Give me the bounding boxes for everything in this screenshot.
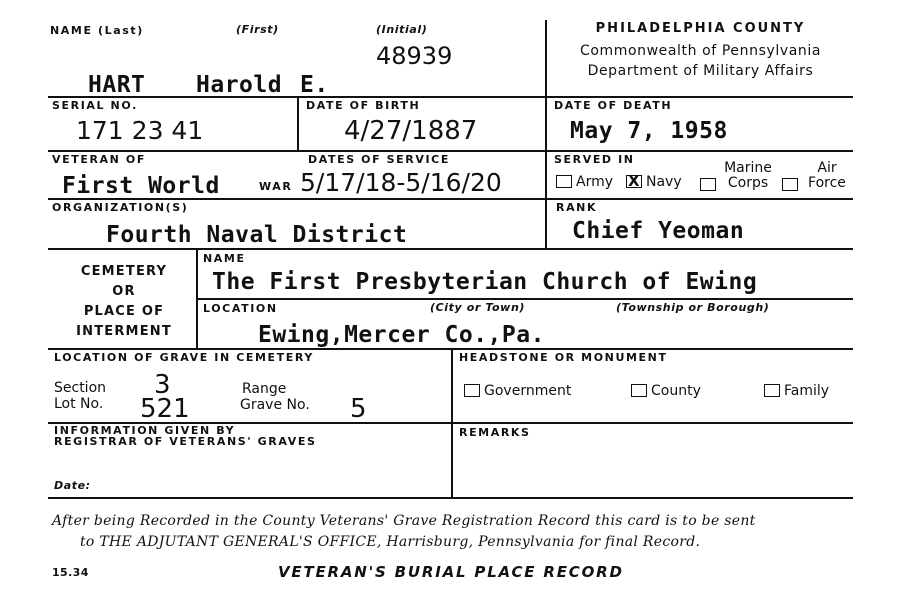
form-number: 15.34 bbox=[52, 566, 89, 579]
navy-label: Navy bbox=[646, 174, 682, 190]
headstone-label: HEADSTONE OR MONUMENT bbox=[459, 351, 668, 364]
name-first-label: (First) bbox=[236, 23, 279, 36]
rank-label: RANK bbox=[556, 201, 598, 214]
marine-checkbox[interactable] bbox=[700, 178, 716, 191]
cemetery-side-label bbox=[52, 262, 196, 342]
cemetery-line-1: CEMETERY bbox=[80, 264, 168, 279]
served-marine-option[interactable] bbox=[700, 174, 720, 193]
air-force-label bbox=[802, 161, 852, 191]
birth-value: 4/27/1887 bbox=[344, 116, 478, 146]
cemetery-name-value: The First Presbyterian Church of Ewing bbox=[212, 269, 758, 295]
navy-checkbox[interactable] bbox=[626, 175, 642, 188]
government-checkbox[interactable] bbox=[464, 384, 480, 397]
divider bbox=[48, 497, 853, 499]
veteran-value: First World bbox=[62, 173, 220, 199]
headstone-government-option[interactable] bbox=[464, 380, 571, 399]
name-first-value: Harold bbox=[196, 72, 283, 98]
divider bbox=[48, 248, 853, 250]
marine-line1: Marine bbox=[724, 160, 772, 176]
section-label: Section bbox=[54, 380, 107, 396]
headstone-county-option[interactable] bbox=[631, 380, 701, 399]
veteran-label: VETERAN OF bbox=[52, 153, 146, 166]
range-label: Range bbox=[242, 381, 287, 397]
footer-instruction-line-2: to THE ADJUTANT GENERAL'S OFFICE, Harrisburg, Pennsylvania for final Record. bbox=[80, 534, 701, 550]
government-label: Government bbox=[484, 383, 572, 399]
lot-label: Lot No. bbox=[54, 396, 104, 412]
cemetery-line-4: INTERMENT bbox=[76, 324, 172, 339]
county-checkbox[interactable] bbox=[631, 384, 647, 397]
served-air-option[interactable] bbox=[782, 174, 802, 193]
divider bbox=[48, 96, 853, 98]
lot-value: 521 bbox=[140, 394, 190, 424]
commonwealth-heading: Commonwealth of Pennsylvania bbox=[579, 43, 822, 59]
record-title: VETERAN'S BURIAL PLACE RECORD bbox=[278, 563, 624, 581]
date-label: Date: bbox=[54, 479, 91, 492]
service-value: 5/17/18-5/16/20 bbox=[300, 168, 502, 197]
grave-location-label: LOCATION OF GRAVE IN CEMETERY bbox=[54, 351, 314, 364]
footer-instruction-line-1: After being Recorded in the County Veterans' Grave Registration Record this card is to be sent bbox=[52, 513, 756, 529]
section-value: 3 bbox=[154, 370, 171, 400]
cemetery-line-2: OR bbox=[112, 284, 136, 299]
department-heading: Department of Military Affairs bbox=[587, 63, 814, 79]
initial-label: (Initial) bbox=[376, 23, 428, 36]
war-label: WAR bbox=[259, 180, 293, 193]
remarks-label: REMARKS bbox=[459, 426, 531, 439]
death-label: DATE OF DEATH bbox=[554, 99, 673, 112]
family-checkbox[interactable] bbox=[764, 384, 780, 397]
cemetery-name-label: NAME bbox=[203, 252, 246, 265]
city-label: (City or Town) bbox=[430, 301, 526, 314]
cemetery-location-label: LOCATION bbox=[203, 302, 278, 315]
name-last-value: HART bbox=[88, 72, 146, 98]
cemetery-location-value: Ewing,Mercer Co.,Pa. bbox=[258, 322, 545, 348]
information-line-2: REGISTRAR OF VETERANS' GRAVES bbox=[54, 435, 317, 448]
information-line-1: INFORMATION GIVEN BY bbox=[54, 424, 236, 437]
divider bbox=[48, 150, 853, 152]
air-line1: Air bbox=[817, 160, 837, 176]
marine-line2: Corps bbox=[727, 175, 769, 191]
birth-label: DATE OF BIRTH bbox=[306, 99, 421, 112]
divider bbox=[297, 96, 299, 150]
served-in-label: SERVED IN bbox=[554, 153, 635, 166]
rank-value: Chief Yeoman bbox=[572, 218, 745, 244]
divider bbox=[545, 20, 547, 248]
army-checkbox[interactable] bbox=[556, 175, 572, 188]
death-value: May 7, 1958 bbox=[570, 118, 728, 144]
name-initial-value: E. bbox=[300, 72, 329, 98]
served-army-option[interactable] bbox=[556, 171, 613, 190]
serial-value: 171 23 41 bbox=[76, 116, 204, 145]
township-label: (Township or Borough) bbox=[616, 301, 770, 314]
county-heading: PHILADELPHIA COUNTY bbox=[595, 21, 806, 36]
marine-label bbox=[720, 161, 776, 191]
grave-no-value: 5 bbox=[350, 394, 367, 424]
army-label: Army bbox=[576, 174, 614, 190]
organization-value: Fourth Naval District bbox=[106, 222, 408, 248]
served-navy-option[interactable] bbox=[626, 171, 682, 190]
name-last-label: NAME (Last) bbox=[50, 24, 144, 37]
record-number: 48939 bbox=[376, 42, 453, 70]
headstone-family-option[interactable] bbox=[764, 380, 829, 399]
cemetery-line-3: PLACE OF bbox=[83, 304, 165, 319]
organization-label: ORGANIZATION(S) bbox=[52, 201, 189, 214]
divider bbox=[196, 298, 853, 300]
air-force-checkbox[interactable] bbox=[782, 178, 798, 191]
county-label: County bbox=[651, 383, 701, 399]
service-label: DATES OF SERVICE bbox=[308, 153, 450, 166]
grave-no-label: Grave No. bbox=[240, 397, 310, 413]
family-label: Family bbox=[784, 383, 830, 399]
information-label bbox=[54, 425, 316, 447]
air-line2: Force bbox=[808, 175, 846, 191]
serial-label: SERIAL NO. bbox=[52, 99, 138, 112]
